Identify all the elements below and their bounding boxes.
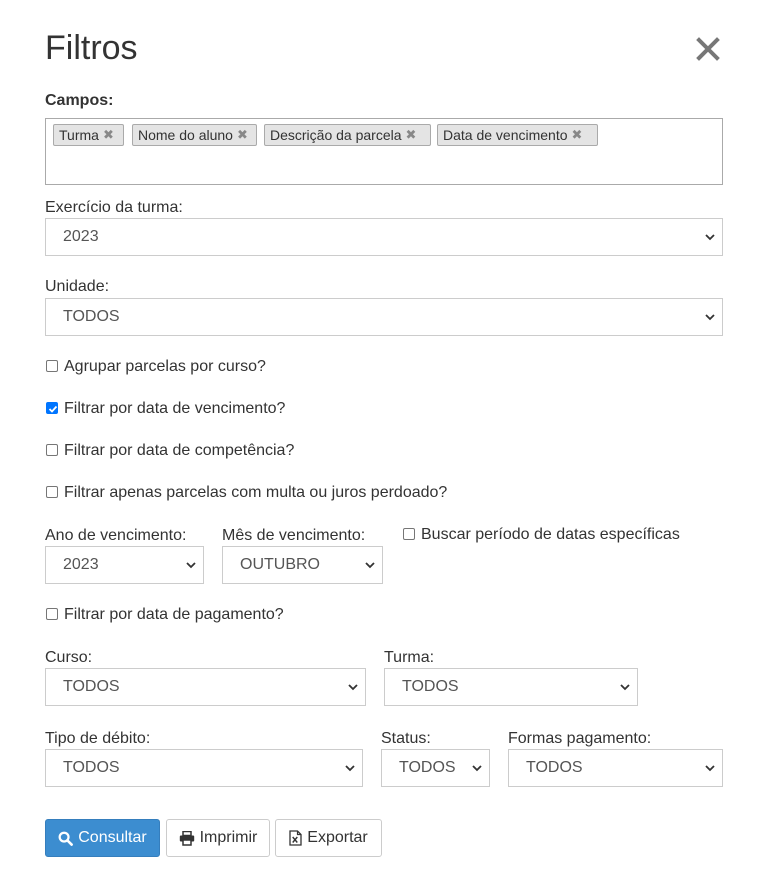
curso-select[interactable] <box>45 668 366 706</box>
ano-vencimento-label: Ano de vencimento: <box>45 527 187 544</box>
tag-turma <box>53 124 124 146</box>
competencia-label[interactable]: Filtrar por data de competência? <box>64 442 295 459</box>
status-select[interactable] <box>381 749 490 787</box>
exercicio-value: 2023 <box>63 228 99 245</box>
chevron-down-icon <box>472 763 482 773</box>
mes-vencimento-select[interactable] <box>222 546 383 584</box>
exercicio-label: Exercício da turma: <box>45 199 183 216</box>
remove-tag-icon[interactable]: ✖ <box>236 127 248 142</box>
curso-label: Curso: <box>45 649 93 666</box>
tag-label: Turma <box>59 127 99 143</box>
unidade-value: TODOS <box>63 308 120 325</box>
excel-file-icon <box>289 830 302 846</box>
tipo-debito-select[interactable] <box>45 749 363 787</box>
modal-title: Filtros <box>45 29 138 67</box>
campos-multiselect[interactable] <box>45 118 723 185</box>
unidade-select[interactable] <box>45 298 723 336</box>
agrupar-checkbox[interactable] <box>46 360 58 372</box>
chevron-down-icon <box>705 312 715 322</box>
tag-label: Descrição da parcela <box>270 127 402 143</box>
ano-vencimento-select[interactable] <box>45 546 204 584</box>
vencimento-checkbox[interactable] <box>46 402 58 414</box>
mes-vencimento-value: OUTUBRO <box>240 556 320 573</box>
multa-label[interactable]: Filtrar apenas parcelas com multa ou juros perdoado? <box>64 484 448 501</box>
tag-data-de-vencimento <box>437 124 598 146</box>
imprimir-button[interactable] <box>166 819 270 857</box>
turma-label: Turma: <box>384 649 435 666</box>
formas-pagamento-value: TODOS <box>526 759 583 776</box>
chevron-down-icon <box>348 682 358 692</box>
close-icon <box>695 36 721 62</box>
formas-pagamento-label: Formas pagamento: <box>508 730 652 747</box>
turma-select[interactable] <box>384 668 638 706</box>
campos-label: Campos: <box>45 92 114 109</box>
multa-checkbox[interactable] <box>46 486 58 498</box>
pagamento-label[interactable]: Filtrar por data de pagamento? <box>64 606 284 623</box>
periodo-checkbox[interactable] <box>403 528 415 540</box>
close-button[interactable] <box>695 36 721 62</box>
tag-descricao-da-parcela <box>264 124 431 146</box>
exportar-label: Exportar <box>307 829 368 846</box>
tag-label: Data de vencimento <box>443 127 568 143</box>
tag-nome-do-aluno <box>132 124 257 146</box>
periodo-label[interactable]: Buscar período de datas específicas <box>421 526 680 543</box>
tag-label: Nome do aluno <box>138 127 233 143</box>
chevron-down-icon <box>620 682 630 692</box>
ano-vencimento-value: 2023 <box>63 556 99 573</box>
check-icon <box>47 403 59 415</box>
unidade-label: Unidade: <box>45 278 110 295</box>
remove-tag-icon[interactable]: ✖ <box>571 127 583 142</box>
printer-icon <box>179 831 195 846</box>
mes-vencimento-label: Mês de vencimento: <box>222 527 366 544</box>
agrupar-label[interactable]: Agrupar parcelas por curso? <box>64 358 266 375</box>
consultar-label: Consultar <box>78 829 147 846</box>
vencimento-label[interactable]: Filtrar por data de vencimento? <box>64 400 286 417</box>
turma-value: TODOS <box>402 678 459 695</box>
status-value: TODOS <box>399 759 456 776</box>
pagamento-checkbox[interactable] <box>46 608 58 620</box>
chevron-down-icon <box>705 232 715 242</box>
chevron-down-icon <box>705 763 715 773</box>
formas-pagamento-select[interactable] <box>508 749 723 787</box>
remove-tag-icon[interactable]: ✖ <box>102 127 114 142</box>
imprimir-label: Imprimir <box>199 829 258 846</box>
chevron-down-icon <box>186 560 196 570</box>
curso-value: TODOS <box>63 678 120 695</box>
remove-tag-icon[interactable]: ✖ <box>405 127 417 142</box>
tipo-debito-value: TODOS <box>63 759 120 776</box>
competencia-checkbox[interactable] <box>46 444 58 456</box>
exercicio-select[interactable] <box>45 218 723 256</box>
exportar-button[interactable] <box>275 819 382 857</box>
consultar-button[interactable] <box>45 819 160 857</box>
chevron-down-icon <box>365 560 375 570</box>
status-label: Status: <box>381 730 431 747</box>
tipo-debito-label: Tipo de débito: <box>45 730 151 747</box>
search-icon <box>58 831 73 846</box>
chevron-down-icon <box>345 763 355 773</box>
